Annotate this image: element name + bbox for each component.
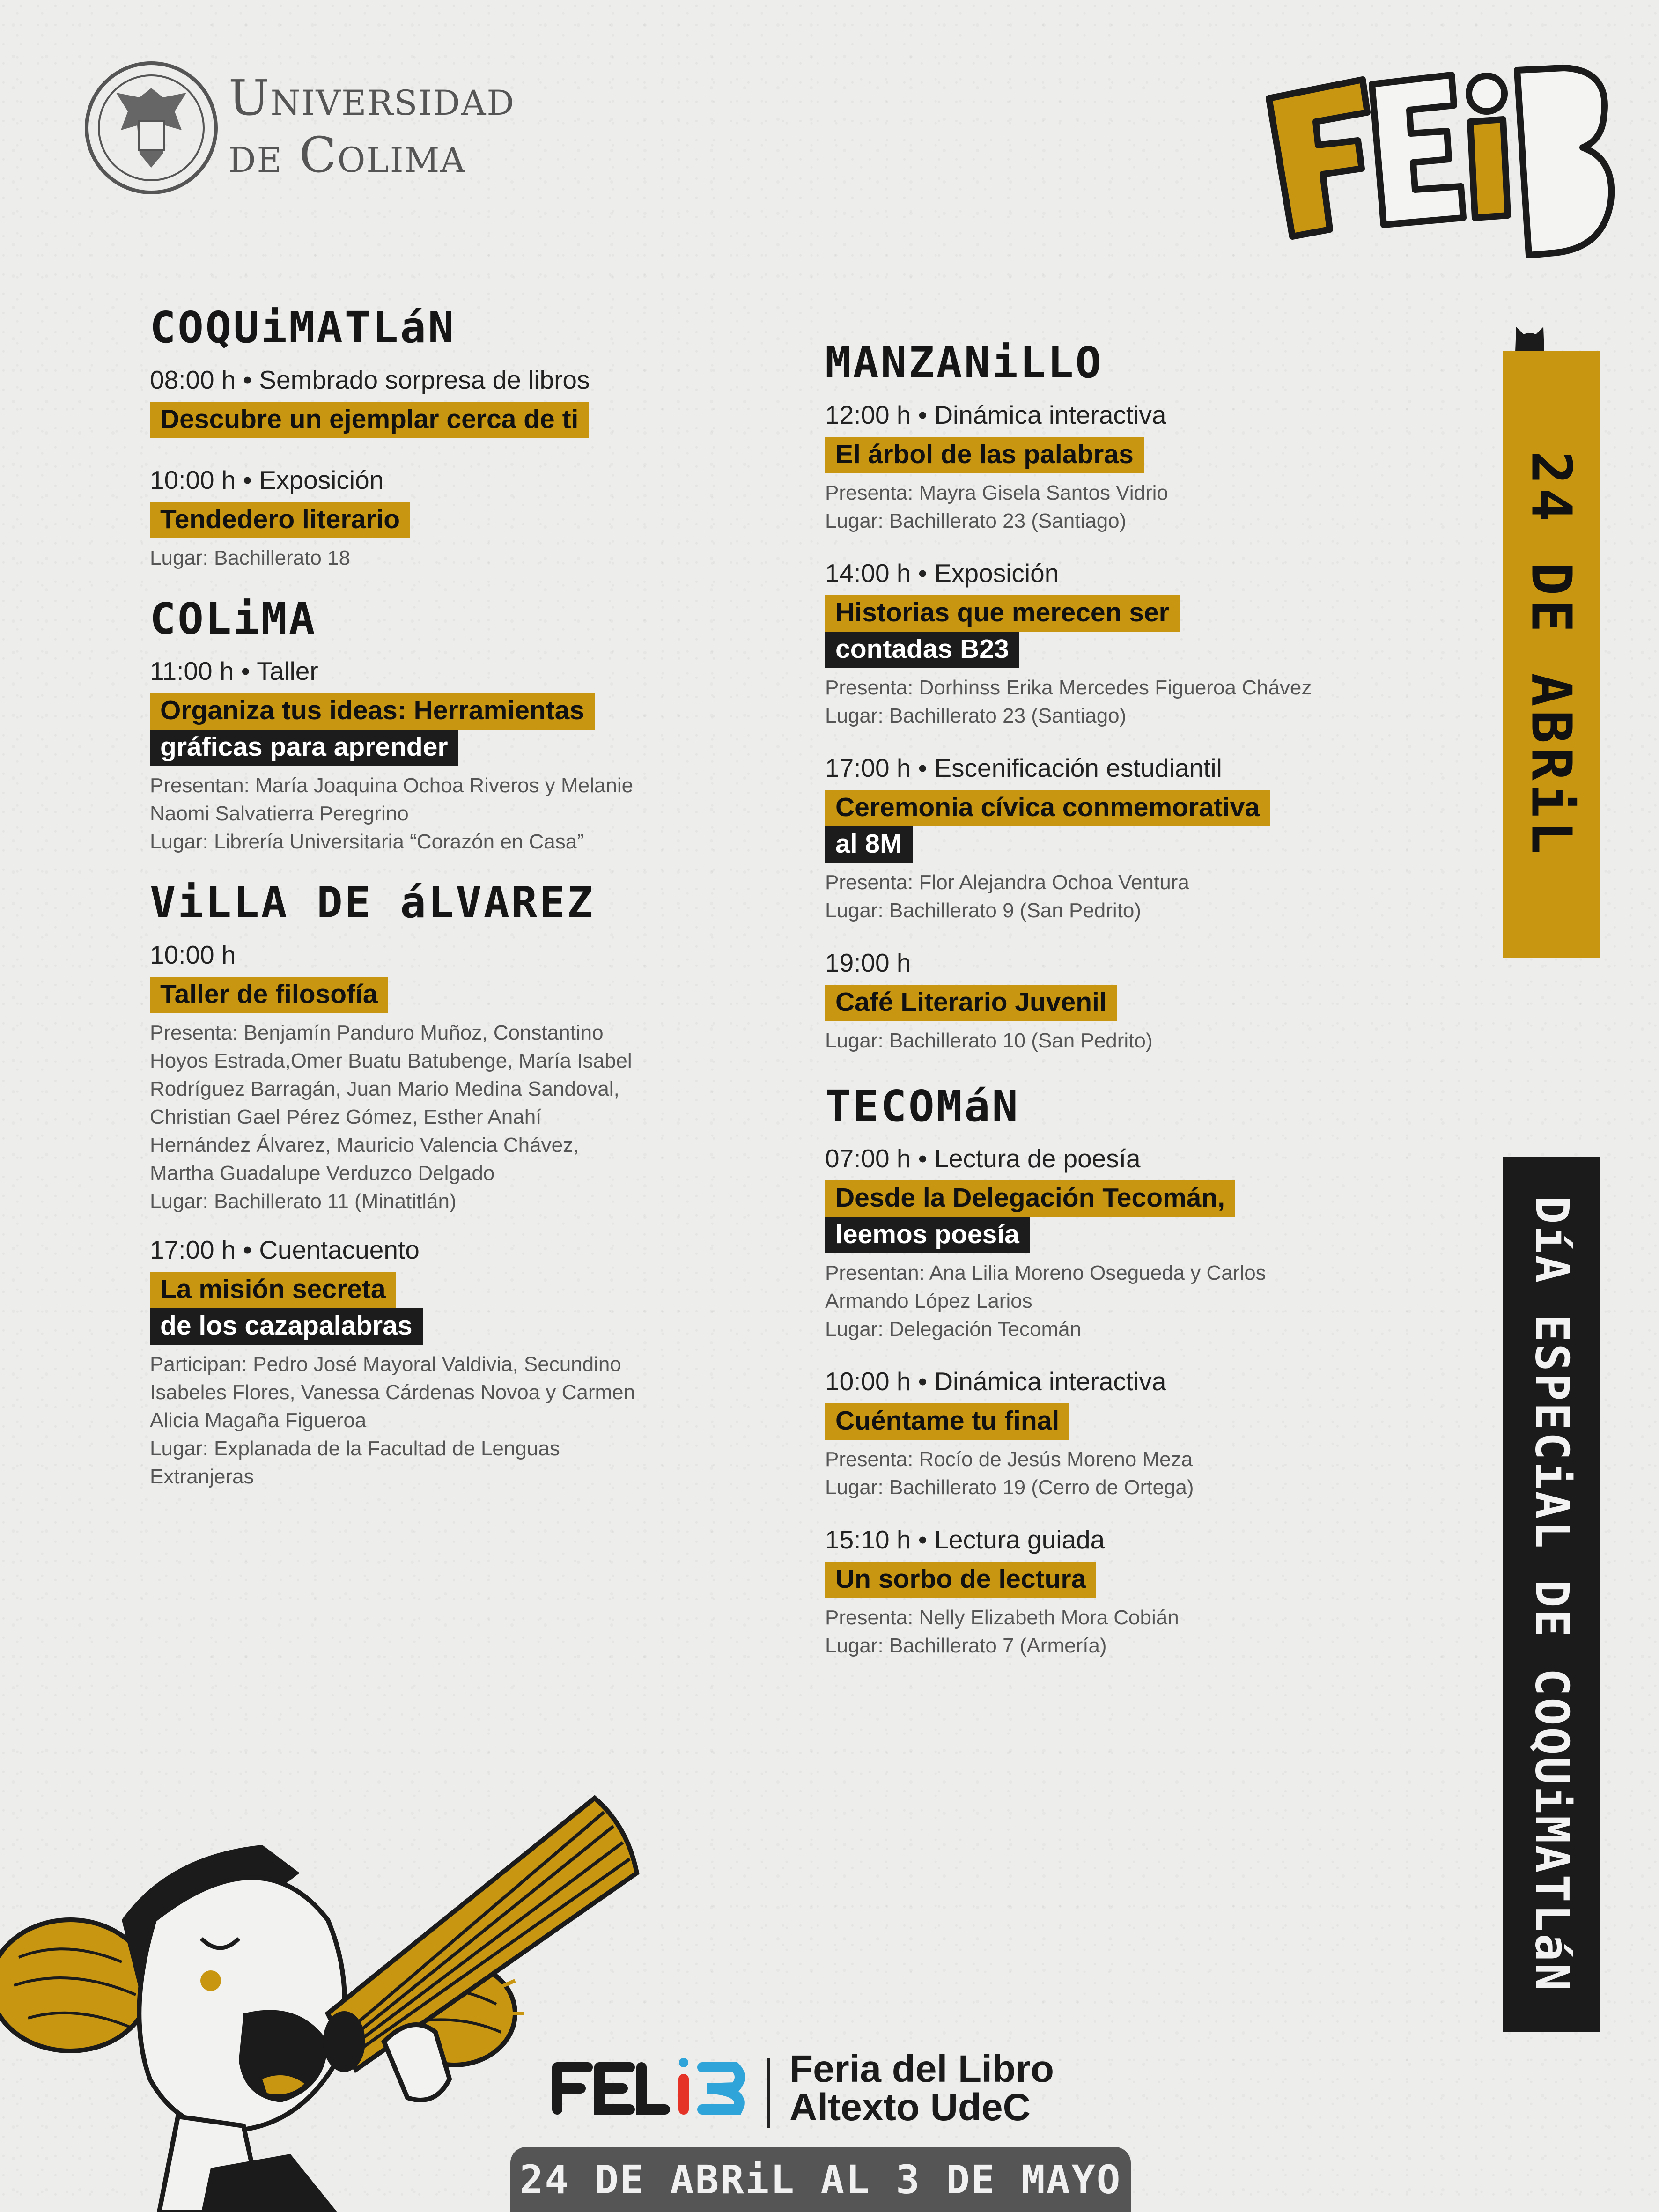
- event-detail: Presenta: Flor Alejandra Ochoa Ventura: [825, 871, 1189, 894]
- event-title: Café Literario Juvenil: [825, 985, 1117, 1021]
- event-detail: Presenta: Dorhinss Erika Mercedes Figueroa Chávez: [825, 676, 1312, 699]
- city-heading: TECOMáN: [825, 1081, 1020, 1131]
- event-title: Ceremonia cívica conmemorativa: [825, 790, 1270, 826]
- event-title-continued: de los cazapalabras: [150, 1308, 423, 1345]
- event-title: Historias que merecen ser: [825, 595, 1180, 632]
- cat-ears-icon: [1513, 323, 1546, 352]
- event-detail: Presenta: Benjamín Panduro Muñoz, Constantino Hoyos Estrada,Omer Buatu Batubenge, María Isabel Rodríguez Barragán, Juan Mario Medina Sandoval, Christian Gael Pérez Gómez, Esther Anahí Hernández Álvarez, Mauricio Valencia Chávez, Martha Guadalupe Verduzco Delgado: [150, 1021, 632, 1185]
- event-detail: Presentan: María Joaquina Ochoa Riveros y Melanie Naomi Salvatierra Peregrino: [150, 774, 634, 825]
- city-section-tecoman: [825, 1083, 1321, 1660]
- university-name: Universidad de Colima: [229, 69, 515, 184]
- event-title: Organiza tus ideas: Herramientas: [150, 693, 595, 730]
- event-detail: Lugar: Bachillerato 18: [150, 546, 351, 569]
- special-day-banner-text-wrap: [1503, 1157, 1600, 2032]
- event-title: El árbol de las palabras: [825, 437, 1144, 473]
- event-time: 17:00 h • Escenificación estudiantil: [825, 753, 1222, 782]
- event-detail: Presenta: Nelly Elizabeth Mora Cobián: [825, 1606, 1179, 1629]
- event-detail: Lugar: Bachillerato 23 (Santiago): [825, 704, 1127, 727]
- university-seal-icon: [83, 60, 219, 196]
- event-time: 12:00 h • Dinámica interactiva: [825, 400, 1166, 429]
- event-title: Tendedero literario: [150, 502, 410, 538]
- event-title-continued: al 8M: [825, 826, 913, 863]
- event-detail: Presenta: Rocío de Jesús Moreno Meza: [825, 1448, 1193, 1471]
- city-section-coquimatlan: [150, 304, 646, 572]
- felib-logo: [1255, 28, 1625, 290]
- event-title: Un sorbo de lectura: [825, 1562, 1096, 1598]
- event-item: [825, 1143, 1321, 1343]
- event-time: 19:00 h: [825, 948, 911, 977]
- felib-footer-logo: [548, 2051, 754, 2121]
- event-time: 10:00 h: [150, 940, 236, 969]
- event-detail: Presentan: Ana Lilia Moreno Osegueda y Carlos Armando López Larios: [825, 1261, 1266, 1312]
- event-detail: Lugar: Librería Universitaria “Corazón en Casa”: [150, 830, 584, 853]
- event-item: [825, 399, 1321, 535]
- event-time: 08:00 h • Sembrado sorpresa de libros: [150, 365, 590, 394]
- event-item: [150, 465, 646, 572]
- event-detail: Presenta: Mayra Gisela Santos Vidrio: [825, 481, 1168, 504]
- event-time: 11:00 h • Taller: [150, 656, 318, 686]
- date-banner-text-wrap: [1503, 351, 1600, 958]
- event-item: [150, 364, 646, 438]
- date-banner-text: 24 DE ABRiL: [1519, 450, 1584, 858]
- event-item: [825, 558, 1321, 730]
- event-item: [150, 1234, 646, 1491]
- city-section-colima: [150, 596, 646, 856]
- right-column: [825, 339, 1321, 1686]
- event-item: [825, 1366, 1321, 1502]
- city-heading: COLiMA: [150, 594, 317, 644]
- city-heading: COQUiMATLáN: [150, 302, 456, 353]
- event-detail: Participan: Pedro José Mayoral Valdivia, Secundino Isabeles Flores, Vanessa Cárdenas Novoa y Carmen Alicia Magaña Figueroa: [150, 1353, 635, 1432]
- event-title-continued: leemos poesía: [825, 1217, 1030, 1253]
- event-time: 14:00 h • Exposición: [825, 559, 1059, 588]
- event-time: 17:00 h • Cuentacuento: [150, 1235, 420, 1264]
- city-section-villa-de-alvarez: [150, 879, 646, 1491]
- event-title: Desde la Delegación Tecomán,: [825, 1180, 1235, 1217]
- fair-name: Feria del Libro Altexto UdeC: [789, 2048, 1054, 2129]
- event-item: [825, 947, 1321, 1055]
- event-detail: Lugar: Bachillerato 23 (Santiago): [825, 509, 1127, 532]
- event-item: [825, 752, 1321, 925]
- event-time: 10:00 h • Dinámica interactiva: [825, 1367, 1166, 1396]
- event-detail: Lugar: Explanada de la Facultad de Lenguas Extranjeras: [150, 1437, 560, 1488]
- event-detail: Lugar: Bachillerato 9 (San Pedrito): [825, 899, 1142, 922]
- event-time: 07:00 h • Lectura de poesía: [825, 1144, 1141, 1173]
- city-heading: ViLLA DE áLVAREZ: [150, 877, 595, 928]
- event-title-continued: gráficas para aprender: [150, 730, 458, 766]
- event-title-continued: contadas B23: [825, 632, 1019, 668]
- left-column: [150, 304, 646, 1517]
- event-detail: Lugar: Bachillerato 7 (Armería): [825, 1634, 1107, 1657]
- event-detail: Lugar: Bachillerato 11 (Minatitlán): [150, 1190, 457, 1213]
- special-day-banner-text: DíA ESPECiAL DE COQUiMATLáN: [1525, 1196, 1578, 1993]
- event-detail: Lugar: Delegación Tecomán: [825, 1318, 1082, 1341]
- event-time: 10:00 h • Exposición: [150, 465, 384, 494]
- event-item: [825, 1524, 1321, 1660]
- city-heading: MANZANiLLO: [825, 338, 1103, 388]
- event-time: 15:10 h • Lectura guiada: [825, 1525, 1105, 1554]
- event-title: Cuéntame tu final: [825, 1403, 1069, 1440]
- city-section-manzanillo: [825, 339, 1321, 1055]
- event-title: Taller de filosofía: [150, 977, 388, 1013]
- event-item: [150, 656, 646, 856]
- event-title: La misión secreta: [150, 1272, 396, 1308]
- event-title: Descubre un ejemplar cerca de ti: [150, 402, 589, 438]
- footer-separator: [767, 2058, 770, 2128]
- university-logo: [83, 60, 533, 196]
- event-detail: Lugar: Bachillerato 19 (Cerro de Ortega): [825, 1476, 1194, 1499]
- dates-bar-text: 24 DE ABRiL AL 3 DE MAYO: [519, 2156, 1122, 2203]
- event-detail: Lugar: Bachillerato 10 (San Pedrito): [825, 1029, 1153, 1052]
- event-item: [150, 939, 646, 1216]
- megaphone-girl-illustration: [0, 1658, 674, 2212]
